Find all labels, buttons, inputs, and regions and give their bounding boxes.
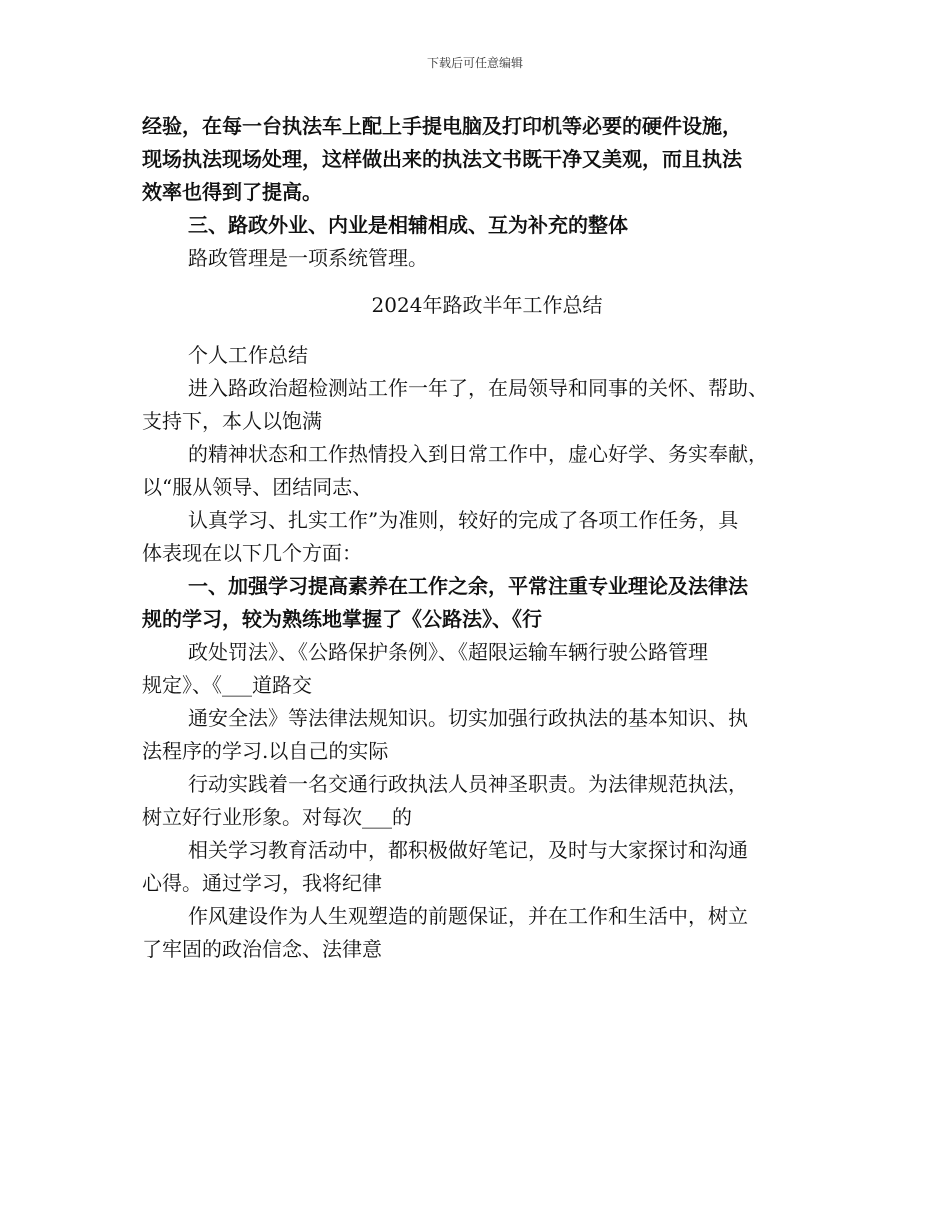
text-line: 了牢固的政治信念、法律意 <box>142 937 382 961</box>
text-line: 心得。通过学习，我将纪律 <box>142 871 382 895</box>
text-line: 的精神状态和工作热情投入到日常工作中，虚心好学、务实奉献， <box>188 442 768 466</box>
text-line: 规定》、《___道路交 <box>142 673 312 697</box>
text-line: 经验，在每一台执法车上配上手提电脑及打印机等必要的硬件设施， <box>142 114 742 138</box>
text-line: 个人工作总结 <box>188 343 308 367</box>
text-line: 三、路政外业、内业是相辅相成、互为补充的整体 <box>188 213 628 237</box>
text-line: 以“服从领导、团结同志、 <box>142 475 373 499</box>
text-line: 作风建设作为人生观塑造的前题保证，并在工作和生活中，树立 <box>188 904 748 928</box>
text-line: 支持下，本人以饱满 <box>142 409 322 433</box>
text-line: 规的学习，较为熟练地掌握了《公路法》、《行 <box>142 607 542 631</box>
text-line: 行动实践着一名交通行政执法人员神圣职责。为法律规范执法， <box>188 772 748 796</box>
paragraphs-bottom <box>142 339 832 966</box>
text-line: 相关学习教育活动中，都积极做好笔记，及时与大家探讨和沟通 <box>188 838 748 862</box>
text-line: 法程序的学习.以自己的实际 <box>142 739 389 763</box>
text-line: 路政管理是一项系统管理。 <box>188 246 428 270</box>
text-line: 一、加强学习提高素养在工作之余，平常注重专业理论及法律法 <box>188 574 748 598</box>
document-title: 2024年路政半年工作总结 <box>371 293 603 317</box>
paragraphs-top <box>142 110 832 275</box>
text-line: 通安全法》等法律法规知识。切实加强行政执法的基本知识、执 <box>188 706 748 730</box>
text-line: 现场执法现场处理，这样做出来的执法文书既干净又美观，而且执法 <box>142 147 742 171</box>
text-line: 进入路政治超检测站工作一年了，在局领导和同事的关怀、帮助、 <box>188 376 768 400</box>
text-line: 政处罚法》、《公路保护条例》、《超限运输车辆行驶公路管理 <box>188 640 708 664</box>
document-body <box>142 110 832 966</box>
text-line: 效率也得到了提高。 <box>142 180 322 204</box>
text-line: 体表现在以下几个方面： <box>142 541 362 565</box>
text-line: 认真学习、扎实工作”为准则，较好的完成了各项工作任务，具 <box>188 508 739 532</box>
text-line: 树立好行业形象。对每次___的 <box>142 805 412 829</box>
page-header: 下载后可任意编辑 <box>426 56 523 70</box>
